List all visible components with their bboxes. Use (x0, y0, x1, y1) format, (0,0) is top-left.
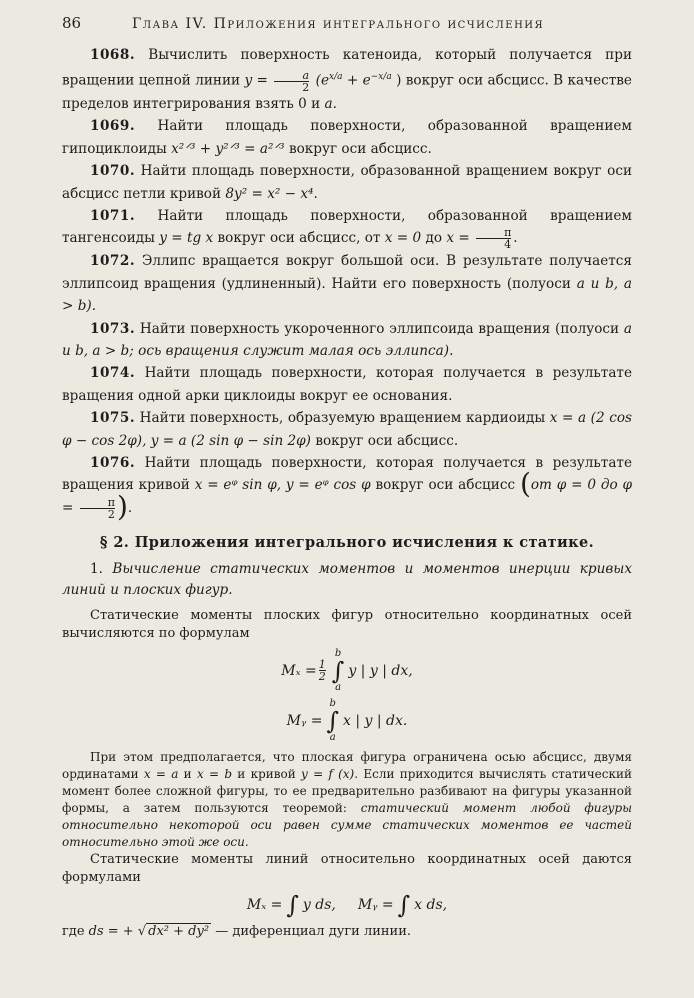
problem-number: 1069. (90, 118, 136, 135)
fraction: $\frac{\pi}{2}$ (80, 497, 115, 520)
problem-1076: 1076. Найти площадь поверхности, которая получается в результате вращения кривой x = eᵠ sin φ, y = eᵠ cos φ вокруг оси абсцисс (от φ = 0 до φ = $\frac{\pi}{2}$ ). (62, 455, 633, 523)
formula: 8y² = x² − x⁴ (225, 185, 314, 202)
formula-mx: Mₓ = $\frac{1}{2}$ b ∫ a y | y | dx, (281, 647, 413, 693)
ds-definition: где ds = + √ dx² + dy² — диференциал дуги линии. (62, 923, 412, 939)
problem-1069: 1069. Найти площадь поверхности, образованной вращением гипоциклоиды x²ᐟ³ + y²ᐟ³ = a²ᐟ³ вокруг оси абсцисс. (62, 118, 632, 157)
integral-sign: b ∫ a (326, 697, 339, 743)
problem-number: 1068. (90, 47, 136, 63)
page-number: 86 (62, 14, 82, 32)
problem-number: 1071. (90, 207, 136, 224)
formula: y = tg x (159, 230, 214, 247)
intro-paragraph: Статические моменты плоских фигур относительно координатных осей вычисляются по формулам (62, 607, 632, 641)
formula-line-moments: Mₓ = ∫ y ds, Mᵧ = ∫ x ds, (246, 890, 448, 919)
integral-sign: b ∫ a (331, 647, 345, 693)
integral-sign: ∫ (286, 890, 299, 919)
problem-number: 1073. (90, 320, 136, 337)
section-title: § 2. Приложения интегрального исчисления к статике. (99, 533, 595, 551)
problem-1071: 1071. Найти площадь поверхности, образованной вращением тангенсоиды y = tg x вокруг оси абсцисс, от x = 0 до x = $\frac{\pi}{4}$ . (62, 207, 632, 252)
running-head: Глава IV. Приложения интегрального исчисления (132, 16, 545, 32)
formula: x²ᐟ³ + y²ᐟ³ = a²ᐟ³ (171, 140, 285, 157)
problem-1070: 1070. Найти площадь поверхности, образованной вращением вокруг оси абсцисс петли кривой 8y² = x² − x⁴. (62, 163, 633, 202)
problem-1073: 1073. Найти поверхность укороченного эллипсоида вращения (полуоси a и b, a > b; ось вращения служит малая ось эллипса). (62, 320, 632, 359)
assumption-paragraph: При этом предполагается, что плоская фигура ограничена осью абсцисс, двумя ординатами x = a и x = b и кривой y = f (x). Если приходится вычислять статический момент более сложной фигуры, то ее предварительно разбивают на фигуры указанной формы, а затем пользуются теоремой: статический момент любой фигуры относительно некоторой оси равен сумме статических моментов ее частей относительно этой же оси. (62, 749, 632, 849)
subsection-title: 1. Вычисление статических моментов и моментов инерции кривых линий и плоских фигур. (62, 560, 632, 598)
problem-1074: 1074. Найти площадь поверхности, которая получается в результате вращения одной арки циклоиды вокруг ее основания. (62, 365, 632, 404)
fraction: $\frac{a}{2}$ (274, 70, 309, 93)
problem-1072: 1072. Эллипс вращается вокруг большой оси. В результате получается эллипсоид вращения (удлиненный). Найти его поверхность (полуоси a и b, a > b). (62, 253, 632, 315)
fraction: $\frac{\pi}{4}$ (476, 227, 511, 250)
formula: x = a (2 cos φ − cos 2φ), y = a (2 sin φ − sin 2φ) (62, 410, 632, 449)
formula-my: Mᵧ = b ∫ a x | y | dx. (286, 697, 408, 743)
fraction: $\frac{1}{2}$ (318, 658, 326, 684)
formula: x = eᵠ sin φ, y = eᵠ cos φ (194, 477, 371, 494)
page-header (62, 14, 632, 44)
problem-number: 1072. (90, 253, 136, 270)
theorem-text: статический момент любой фигуры относительно некоторой оси равен сумме статических моментов ее частей относительно этой же оси. (62, 800, 632, 849)
lines-intro-paragraph: Статические моменты линий относительно координатных осей даются формулами (62, 851, 632, 885)
problem-number: 1070. (90, 163, 136, 180)
problem-number: 1076. (90, 455, 136, 472)
problem-1068: 1068. Вычислить поверхность катеноида, который получается при вращении цепной линии y = $\frac{a}{2}$ ($e^{x/a} + e^{-x/a}$ ) вокруг оси абсцисс. В качестве пределов интегрирования взять 0 и a. (62, 47, 633, 112)
problem-number: 1075. (90, 410, 136, 427)
integral-sign: ∫ (397, 890, 411, 919)
problem-number: 1074. (90, 365, 136, 382)
problem-1075: 1075. Найти поверхность, образуемую вращением кардиоиды x = a (2 cos φ − cos 2φ), y = a (2 sin φ − sin 2φ) вокруг оси абсцисс. (62, 410, 632, 449)
